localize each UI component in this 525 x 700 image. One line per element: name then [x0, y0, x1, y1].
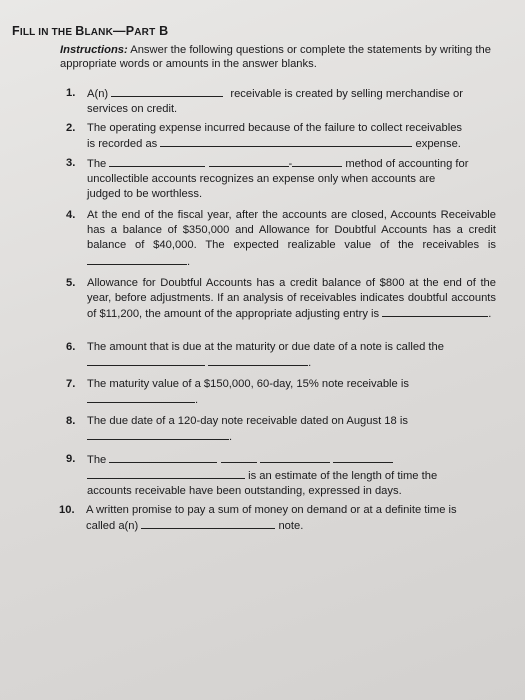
page-title: [12, 24, 168, 38]
question-text: A written promise to pay a sum of money on demand or at a definite time is: [86, 504, 457, 516]
question-text: The operating expense incurred because of the failure to collect receivables: [87, 122, 463, 134]
answer-blank[interactable]: [382, 306, 488, 317]
question-9: [66, 452, 496, 500]
question-text: called a(n): [86, 520, 139, 533]
question-text: is recorded as: [87, 138, 158, 151]
question-text: -: [288, 158, 293, 170]
answer-blank[interactable]: [208, 355, 308, 366]
question-text: expense.: [415, 138, 461, 151]
question-text: is an estimate of the length of time the: [248, 470, 438, 483]
answer-blank[interactable]: [333, 452, 393, 463]
question-3: [66, 156, 496, 203]
question-text: The due date of a 120-day note receivable dated on August 18 is: [87, 415, 408, 427]
question-number: 9.: [66, 453, 76, 465]
question-text: uncollectible accounts recognizes an expense only when accounts are: [87, 173, 436, 186]
question-text: judged to be worthless.: [87, 188, 203, 201]
answer-blank[interactable]: [109, 452, 217, 463]
answer-blank[interactable]: [292, 156, 342, 167]
question-number: 7.: [66, 378, 76, 390]
question-text: .: [308, 357, 312, 370]
question-number: 5.: [66, 277, 76, 289]
question-2: [66, 121, 496, 152]
question-4: [66, 208, 496, 270]
answer-blank[interactable]: [209, 156, 289, 167]
question-text: .: [229, 431, 233, 444]
title-part: ILL IN THE: [19, 27, 76, 38]
title-part: ART: [134, 27, 156, 38]
answer-blank[interactable]: [87, 254, 187, 265]
question-number: 2.: [66, 122, 76, 134]
question-7: [66, 377, 496, 408]
answer-blank[interactable]: [221, 452, 257, 463]
question-text: A(n): [87, 88, 109, 100]
title-part: B: [75, 24, 85, 38]
question-text: .: [488, 308, 492, 321]
question-text: Allowance for Doubtful Accounts has a credit balance of $800 at the end of the year, before adjustments. If an analysis of receivables indicates doubtful accounts of $11,200, the amount of the appropriate adjusting entry is: [87, 277, 496, 321]
title-part: F: [12, 24, 20, 38]
question-number: 8.: [66, 415, 76, 427]
question-text: .: [187, 255, 191, 268]
instructions-text: Answer the following questions or complete the statements by writing the appropriate words or amounts in the answer blanks.: [60, 44, 491, 70]
question-10: [59, 503, 497, 534]
instructions: [60, 44, 495, 71]
question-text: method of accounting for: [345, 158, 469, 170]
question-number: 6.: [66, 341, 76, 353]
question-text: The maturity value of a $150,000, 60-day, 15% note receivable is: [87, 378, 409, 390]
answer-blank[interactable]: [87, 355, 205, 366]
question-text: At the end of the fiscal year, after the accounts are closed, Accounts Receivable has a balance of $350,000 and Allowance for Doubtful Accounts has a credit balance of $40,000. The expected realizable value of the receivables is: [87, 209, 496, 252]
answer-blank[interactable]: [87, 392, 195, 403]
question-number: 4.: [66, 209, 76, 221]
title-part: B: [155, 24, 169, 38]
question-1: [66, 86, 496, 117]
question-number: 1.: [66, 87, 76, 99]
question-text: services on credit.: [87, 103, 178, 116]
answer-blank[interactable]: [111, 86, 223, 97]
question-text: note.: [278, 520, 304, 533]
question-text: receivable is created by selling merchandise or: [230, 88, 463, 100]
title-part: LANK: [84, 27, 114, 38]
question-8: [66, 414, 496, 445]
question-text: The: [87, 158, 107, 170]
question-text: The amount that is due at the maturity or due date of a note is called the: [87, 341, 444, 353]
answer-blank[interactable]: [141, 518, 275, 529]
question-5: [66, 276, 496, 323]
answer-blank[interactable]: [160, 136, 412, 147]
question-number: 3.: [66, 157, 76, 169]
question-6: [66, 340, 496, 371]
instructions-label: Instructions:: [60, 44, 128, 56]
question-text: .: [195, 394, 199, 407]
answer-blank[interactable]: [109, 156, 205, 167]
answer-blank[interactable]: [87, 468, 245, 479]
title-part: —P: [113, 24, 135, 38]
question-text: The: [87, 454, 107, 466]
answer-blank[interactable]: [260, 452, 330, 463]
question-number: 10.: [59, 504, 75, 516]
question-text: accounts receivable have been outstanding, expressed in days.: [87, 485, 402, 498]
answer-blank[interactable]: [87, 429, 229, 440]
